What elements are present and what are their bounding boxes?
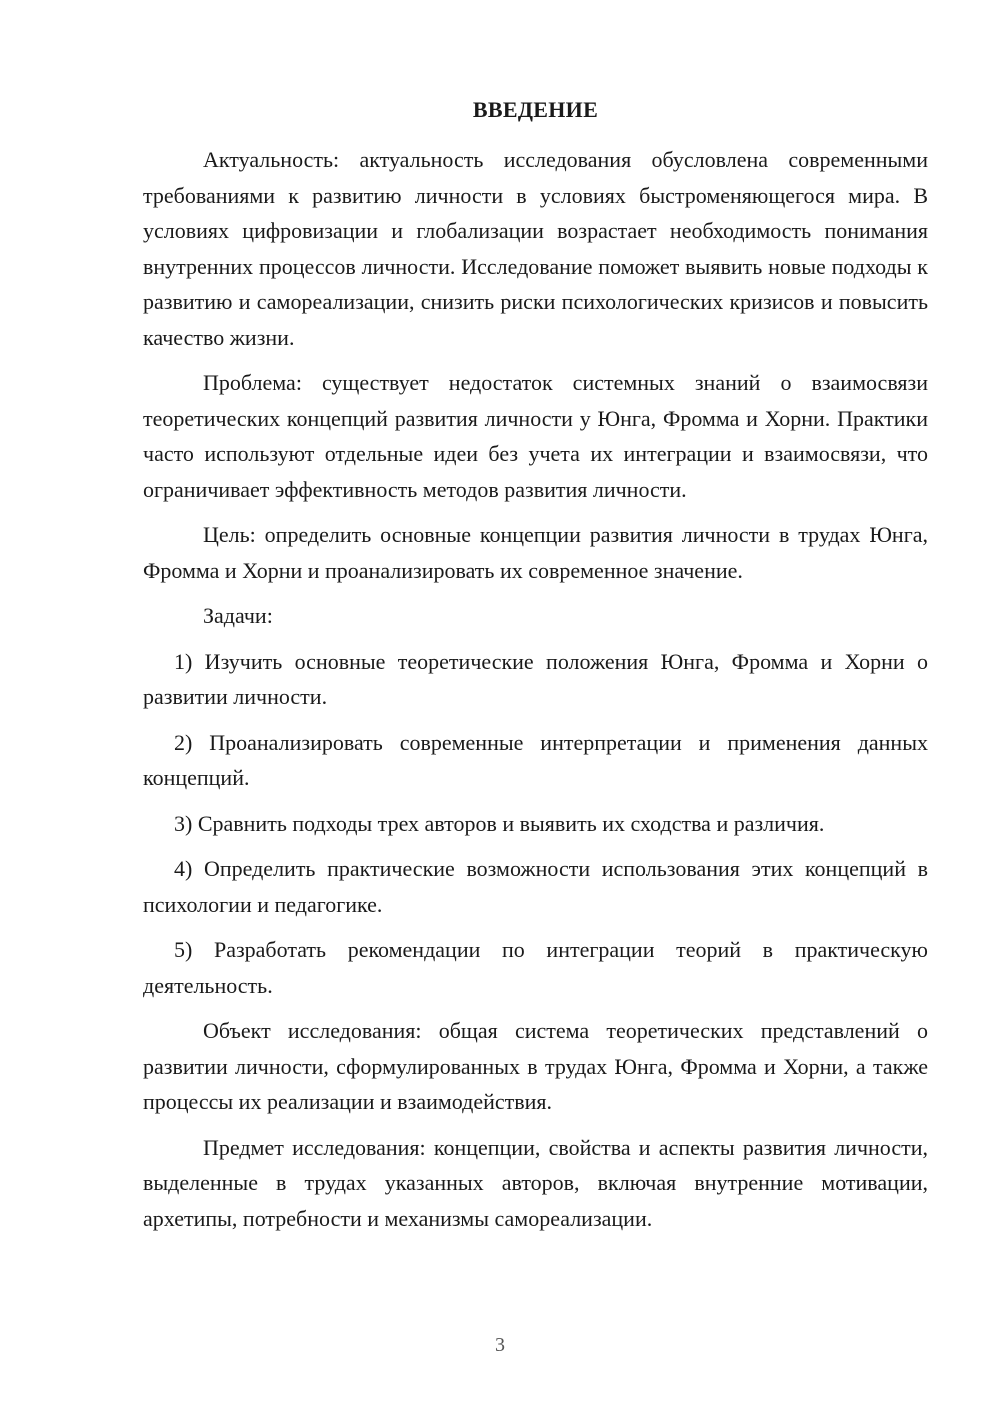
goal-paragraph: Цель: определить основные концепции развития личности в трудах Юнга, Фромма и Хорни и проанализировать их современное значение. <box>143 522 928 583</box>
task-item: 1) Изучить основные теоретические положения Юнга, Фромма и Хорни о развитии личности. <box>143 648 928 709</box>
document-body <box>143 142 928 1236</box>
subject-paragraph: Предмет исследования: концепции, свойства и аспекты развития личности, выделенные в трудах указанных авторов, включая внутренние мотивации, архетипы, потребности и механизмы самореализации. <box>143 1134 928 1231</box>
tasks-list <box>143 644 928 1004</box>
task-item: 4) Определить практические возможности использования этих концепций в психологии и педагогике. <box>143 856 928 917</box>
problem-paragraph: Проблема: существует недостаток системных знаний о взаимосвязи теоретических концепций развития личности у Юнга, Фромма и Хорни. Практики часто используют отдельные идеи без учета их интеграции и взаимосвязи, что ограничивает эффективность методов развития личности. <box>143 370 928 502</box>
tasks-heading: Задачи: <box>203 603 273 628</box>
section-title: ВВЕДЕНИЕ <box>472 97 599 122</box>
page-number: 3 <box>495 1334 505 1356</box>
object-paragraph: Объект исследования: общая система теоретических представлений о развитии личности, сформулированных в трудах Юнга, Фромма и Хорни, а также процессы их реализации и взаимодействия. <box>143 1018 928 1114</box>
task-item: 2) Проанализировать современные интерпретации и применения данных концепций. <box>143 729 928 790</box>
relevance-paragraph: Актуальность: актуальность исследования обусловлена современными требованиями к развитию личности в условиях быстроменяющегося мира. В условиях цифровизации и глобализации возрастает необходимость понимания внутренних процессов личности. Исследование поможет выявить новые подходы к развитию и самореализации, снизить риски психологических кризисов и повысить качество жизни. <box>143 147 928 350</box>
task-item: 3) Сравнить подходы трех авторов и выявить их сходства и различия. <box>174 810 825 836</box>
task-item: 5) Разработать рекомендации по интеграции теорий в практическую деятельность. <box>143 937 928 998</box>
